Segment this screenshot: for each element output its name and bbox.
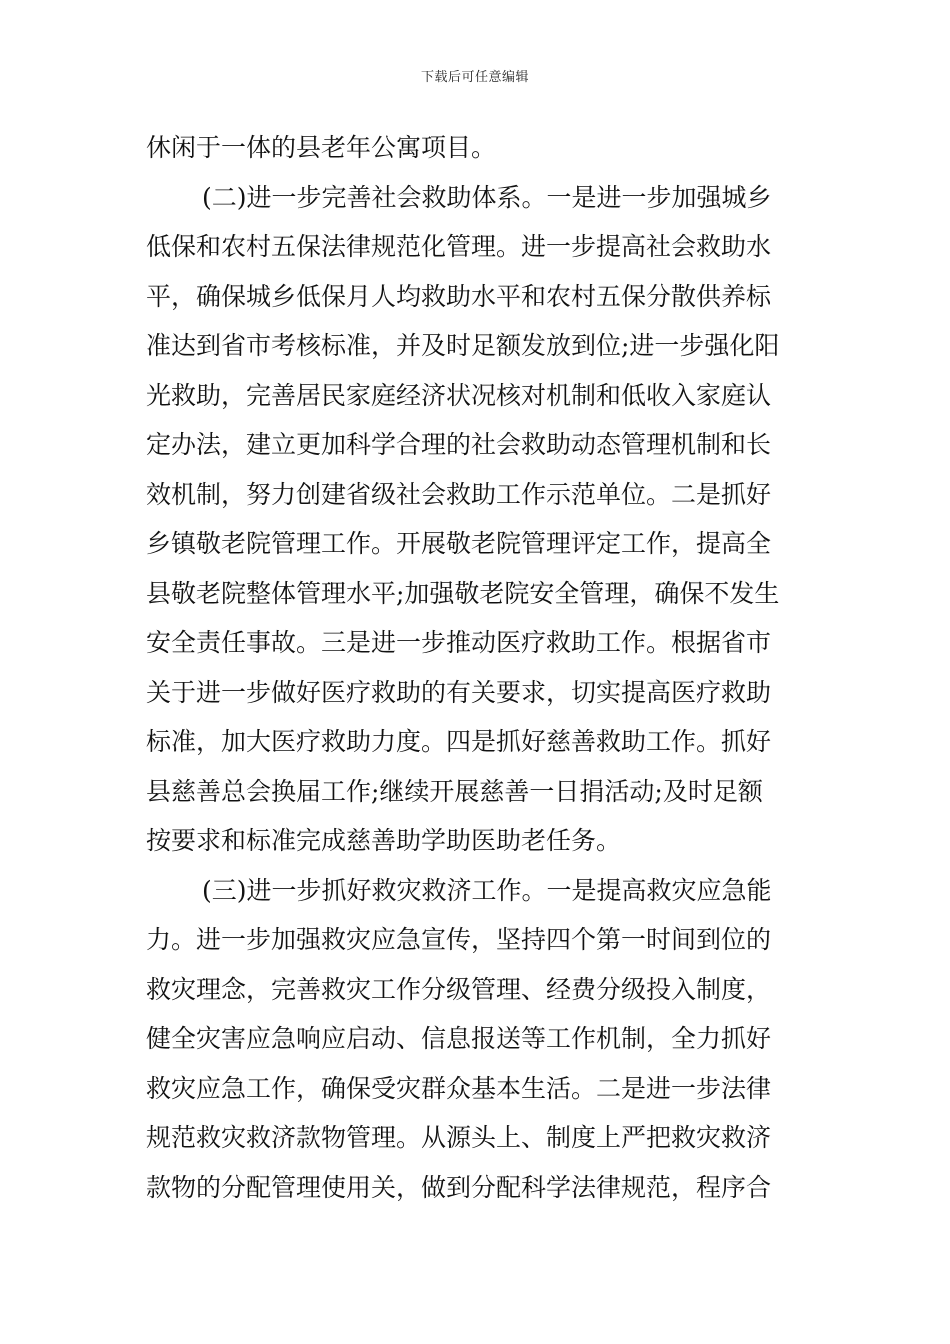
text-line: 低保和农村五保法律规范化管理。进一步提高社会救助水 [146, 232, 772, 261]
page-header: 下载后可任意编辑 [420, 70, 529, 85]
text-line: 力。进一步加强救灾应急宣传，坚持四个第一时间到位的 [146, 925, 772, 954]
text-line: 救灾理念，完善救灾工作分级管理、经费分级投入制度， [146, 974, 772, 1004]
text-line: 光救助，完善居民家庭经济状况核对机制和低收入家庭认 [146, 380, 772, 410]
text-line: 按要求和标准完成慈善助学助医助老任务。 [146, 826, 622, 855]
text-line: 效机制，努力创建省级社会救助工作示范单位。二是抓好 [146, 479, 772, 509]
document-body [146, 123, 810, 1212]
text-line: 健全灾害应急响应启动、信息报送等工作机制，全力抓好 [146, 1024, 772, 1053]
paragraph-start-line: (三)进一步抓好救灾救济工作。一是提高救灾应急能 [202, 875, 772, 905]
text-line: 款物的分配管理使用关，做到分配科学法律规范，程序合 [146, 1172, 772, 1202]
text-line: 定办法，建立更加科学合理的社会救助动态管理机制和长 [146, 430, 772, 459]
text-line: 平，确保城乡低保月人均救助水平和农村五保分散供养标 [146, 281, 772, 311]
paragraph-start-line: (二)进一步完善社会救助体系。一是进一步加强城乡 [202, 182, 772, 212]
text-line: 县敬老院整体管理水平;加强敬老院安全管理，确保不发生 [146, 578, 780, 608]
text-line: 准达到省市考核标准，并及时足额发放到位;进一步强化阳 [146, 331, 780, 360]
text-line: 规范救灾救济款物管理。从源头上、制度上严把救灾救济 [146, 1123, 772, 1152]
text-line: 县慈善总会换届工作;继续开展慈善一日捐活动;及时足额 [146, 776, 763, 806]
text-line: 关于进一步做好医疗救助的有关要求，切实提高医疗救助 [146, 677, 772, 707]
text-line: 安全责任事故。三是进一步推动医疗救助工作。根据省市 [146, 628, 772, 657]
text-line: 乡镇敬老院管理工作。开展敬老院管理评定工作，提高全 [146, 529, 772, 558]
text-line: 标准，加大医疗救助力度。四是抓好慈善救助工作。抓好 [146, 727, 772, 756]
text-line: 救灾应急工作，确保受灾群众基本生活。二是进一步法律 [146, 1073, 772, 1103]
text-line: 休闲于一体的县老年公寓项目。 [146, 133, 497, 162]
